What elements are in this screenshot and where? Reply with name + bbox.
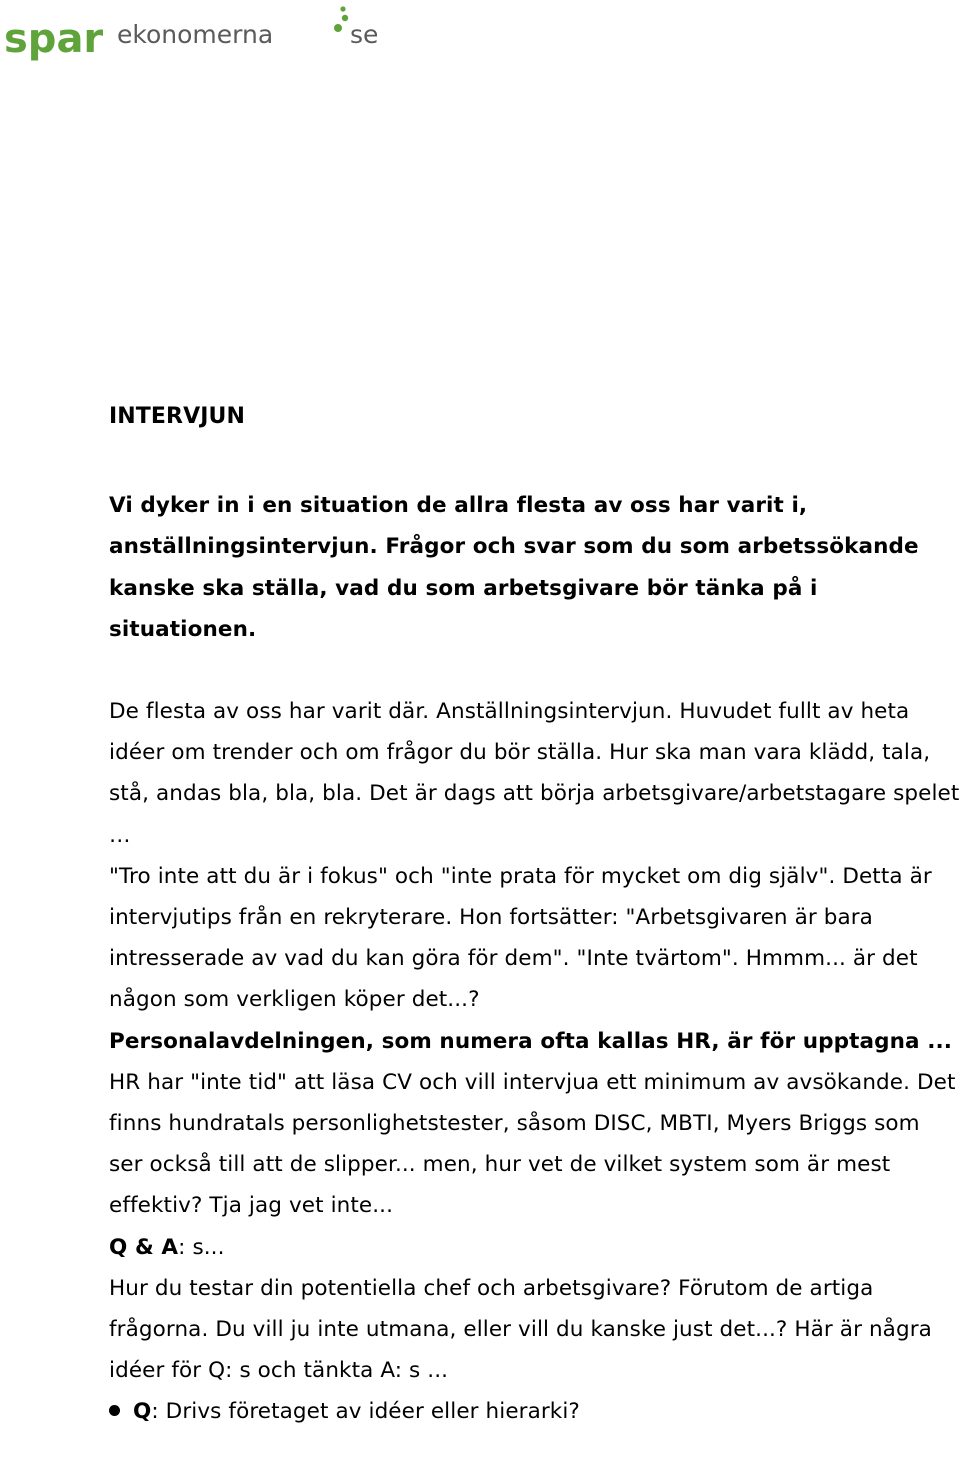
qa-amp: & [127,1234,162,1260]
logo-spar-text: spar [4,16,104,62]
page-title: INTERVJUN [109,404,245,429]
logo-se-text: se [350,20,379,49]
paragraph-1: De flesta av oss har varit där. Anställningsintervjun. Huvudet fullt av heta idéer om trender och om frågor du bör ställa. Hur ska man vara klädd, tala, stå, andas bla, bla, bla. Det är dags att börja arbetsgivare/arbetstagare spelet … [109,699,960,848]
bullet-q: Q [133,1399,152,1425]
sparekonomerna-logo [4,2,394,62]
bullet-icon [109,1405,120,1416]
paragraph-2: "Tro inte att du är i fokus" och "inte prata för mycket om dig själv". Detta är intervjutips från en rekryterare. Hon fortsätter: "Arbetsgivaren är bara intresserade av vad du kan göra för dem". "Inte tvärtom". Hmmm... är det någon som verkligen köper det...? [109,863,932,1013]
logo-ekonomerna-text: ekonomerna [117,20,274,49]
list-item [109,1391,960,1432]
qa-rest: : s... [178,1234,225,1260]
paragraph-3: HR har "inte tid" att läsa CV och vill intervjua ett minimum av avsökande. Det finns hundratals personlighetstester, såsom DISC, MBTI, Myers Briggs som ser också till att de slipper... men, hur vet de vilket system som är mest effektiv? Tja jag vet inte... [109,1069,956,1219]
logo-dot-mid [342,15,348,21]
intro-paragraph: Vi dyker in i en situation de allra flesta av oss har varit i, anställningsintervjun. Frågor och svar som du som arbetssökande kanske ska ställa, vad du som arbetsgivare bör tänka på i situationen. [109,493,919,642]
bullet-text: : Drivs företaget av idéer eller hierarki? [151,1399,580,1425]
logo-dot-small [340,6,345,11]
paragraph-4: Hur du testar din potentiella chef och arbetsgivare? Förutom de artiga frågorna. Du vill ju inte utmana, eller vill du kanske just det...? Här är några idéer för Q: s och tänkta A: s ... [109,1275,932,1384]
qa-q: Q [109,1234,128,1260]
section-heading-hr: Personalavdelningen, som numera ofta kallas HR, är för upptagna ... [109,1028,953,1054]
logo-dot-large [334,24,342,32]
qa-a: A [161,1234,179,1260]
qa-heading [109,1227,960,1268]
article-body [109,396,960,1433]
